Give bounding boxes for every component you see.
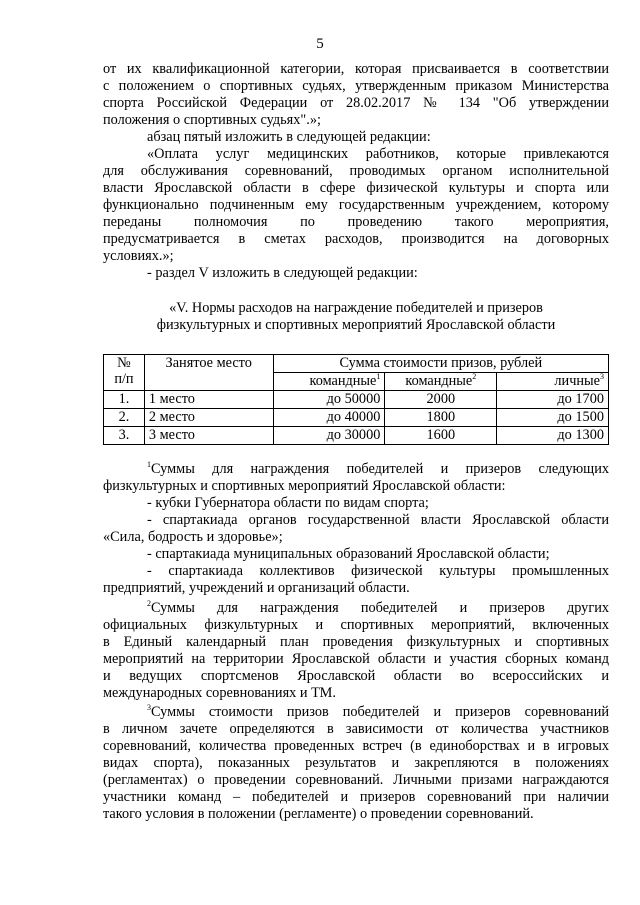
quote-line-7: условиях.»; xyxy=(103,248,174,264)
header-place: Занятое место xyxy=(144,355,273,391)
quote-line-6: предусматривается в сметах расходов, производится на договорных xyxy=(103,231,609,247)
list-item: - спартакиада муниципальных образований Ярославской области; xyxy=(147,546,550,562)
row-personal-sum: до 1300 xyxy=(497,427,609,445)
row-number: 2. xyxy=(104,409,145,427)
row-team-1-sum: до 50000 xyxy=(273,391,385,409)
list-item: - кубки Губернатора области по видам спорта; xyxy=(147,495,429,511)
row-personal-sum: до 1700 xyxy=(497,391,609,409)
note-3-line-7: такого условия в положении (регламенте) о проведении соревнований. xyxy=(103,806,534,822)
table-header-row xyxy=(104,355,609,373)
header-number-abbr: п/п xyxy=(114,371,134,387)
footnote-ref-2: 2 xyxy=(472,372,477,381)
row-team-2-sum: 2000 xyxy=(385,391,497,409)
note-3-line-1: $^3$Суммы стоимости призов победителей и призеров соревнований xyxy=(147,703,609,720)
row-place: 3 место xyxy=(144,427,273,445)
table-row xyxy=(104,427,609,445)
row-place: 1 место xyxy=(144,391,273,409)
abzac-instruction: абзац пятый изложить в следующей редакции: xyxy=(147,129,431,145)
note-2-line-2: официальных физкультурных и спортивных мероприятий, включенных xyxy=(103,617,609,633)
note-2-line-4: мероприятий на территории Ярославской области и участия сборных команд xyxy=(103,651,609,667)
row-team-1-sum: до 40000 xyxy=(273,409,385,427)
section-title-line-2: физкультурных и спортивных мероприятий Ярославской области xyxy=(156,317,556,333)
row-number: 3. xyxy=(104,427,145,445)
intro-line-4: положения о спортивных судьях".»; xyxy=(103,112,321,128)
quote-line-3: власти Ярославской области в сфере физической культуры и спорта или xyxy=(103,180,609,196)
intro-line-3: спорта Российской Федерации от 28.02.2017 № 134 "Об утверждении xyxy=(103,95,609,111)
quote-line-5: переданы полномочия по проведению такого мероприятия, xyxy=(103,214,609,230)
note-3-line-6: участники команд – победителей и призеров соревнований при наличии xyxy=(103,789,609,805)
note-2-line-6: международных соревнованиях и ТМ. xyxy=(103,685,336,701)
note-1-line-1: $^1$Суммы для награждения победителей и призеров следующих xyxy=(147,460,609,477)
quote-line-2: для обслуживания соревнований, проводимых органом исполнительной xyxy=(103,163,609,179)
list-item: - спартакиада органов государственной власти Ярославской области xyxy=(147,512,609,528)
note-2-marker: 2 xyxy=(147,599,151,608)
page-number: 5 xyxy=(316,36,324,52)
table-row xyxy=(104,409,609,427)
footnote-ref-3: 3 xyxy=(600,372,604,381)
list-item-continuation: предприятий, учреждений и организаций области. xyxy=(103,580,410,596)
subheader-team-2: командные$^2$ xyxy=(385,373,497,391)
note-2-line-3: в Единый календарный план проведения физкультурных и спортивных xyxy=(103,634,609,650)
quote-line-1: «Оплата услуг медицинских работников, которые привлекаются xyxy=(147,146,609,162)
row-team-2-sum: 1800 xyxy=(385,409,497,427)
section-instruction: - раздел V изложить в следующей редакции: xyxy=(147,265,418,281)
row-team-2-sum: 1600 xyxy=(385,427,497,445)
subheader-personal: личные$^3$ xyxy=(497,373,609,391)
note-3-line-5: (регламентах) о проведении соревнований. Личными призами награждаются xyxy=(103,772,609,788)
list-item-continuation: «Сила, бодрость и здоровье»; xyxy=(103,529,283,545)
note-3-line-4: видах спорта), показанных результатов и закрепляются в положениях xyxy=(103,755,609,771)
header-number-symbol: № xyxy=(117,355,131,371)
note-2-line-5: и ведущих спортсменов Ярославской области во всероссийских и xyxy=(103,668,609,684)
row-team-1-sum: до 30000 xyxy=(273,427,385,445)
note-3-marker: 3 xyxy=(147,703,151,712)
header-number xyxy=(104,355,145,391)
row-place: 2 место xyxy=(144,409,273,427)
note-3-line-2: в личном зачете определяются в зависимости от количества участников xyxy=(103,721,609,737)
note-2-line-1: $^2$Суммы для награждения победителей и призеров других xyxy=(147,599,609,616)
prize-norms-table xyxy=(103,354,609,445)
subheader-team-1: командные$^1$ xyxy=(273,373,385,391)
row-number: 1. xyxy=(104,391,145,409)
intro-line-2: с положением о спортивных судьях, утвержденным приказом Министерства xyxy=(103,78,609,94)
header-sum: Сумма стоимости призов, рублей xyxy=(273,355,608,373)
footnote-ref-1: 1 xyxy=(376,372,381,381)
intro-line-1: от их квалификационной категории, которая присваивается в соответствии xyxy=(103,61,609,77)
section-title-line-1: «V. Нормы расходов на награждение победителей и призеров xyxy=(169,300,543,316)
list-item: - спартакиада коллективов физической культуры промышленных xyxy=(147,563,609,579)
note-1-marker: 1 xyxy=(147,460,151,469)
note-3-line-3: соревнований, количества проведенных встреч (в единоборствах и в игровых xyxy=(103,738,609,754)
table-row xyxy=(104,391,609,409)
quote-line-4: функционально подчиненным ему государственным учреждением, которому xyxy=(103,197,609,213)
note-1-line-2: физкультурных и спортивных мероприятий Ярославской области: xyxy=(103,478,506,494)
row-personal-sum: до 1500 xyxy=(497,409,609,427)
